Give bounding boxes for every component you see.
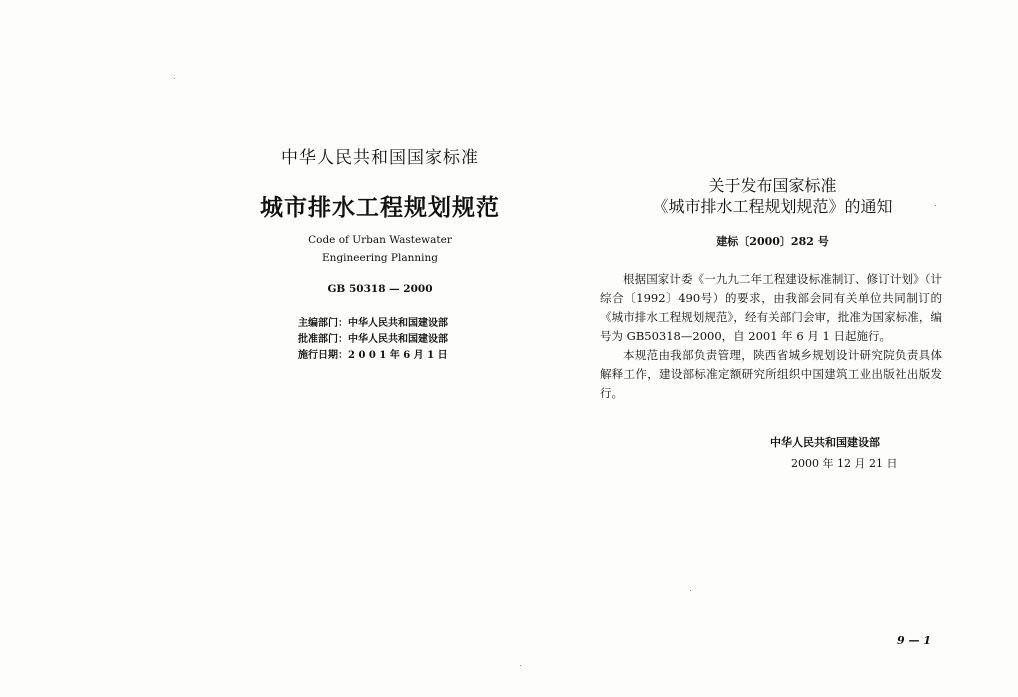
page-number: 9 — 1 <box>897 634 931 647</box>
notice-title-line2: 《城市排水工程规划规范》的通知 <box>652 197 893 216</box>
effective-date-line: 施行日期：2 0 0 1 年 6 月 1 日 <box>298 350 448 361</box>
scan-speck <box>690 590 691 591</box>
standard-code: GB 50318 — 2000 <box>327 283 433 295</box>
notice-body <box>600 270 942 403</box>
signature-date: 2000 年 12 月 21 日 <box>791 457 898 470</box>
standard-heading: 中华人民共和国国家标准 <box>281 148 479 168</box>
standard-title: 城市排水工程规划规范 <box>260 194 500 221</box>
scan-speck <box>935 205 936 206</box>
notice-title-line1: 关于发布国家标准 <box>708 176 837 195</box>
signature-organization: 中华人民共和国建设部 <box>770 436 880 449</box>
document-number: 建标〔2000〕282 号 <box>716 235 829 248</box>
approver-line: 批准部门：中华人民共和国建设部 <box>298 334 448 345</box>
notice-paragraph-1: 根据国家计委《一九九二年工程建设标准制订、修订计划》（计综合〔1992〕490号）的要求，由我部会同有关单位共同制订的《城市排水工程规划规范》，经有关部门会审，批准为国家标准，编号为 GB50318—2000，自 2001 年 6 月 1 日起施行。 <box>600 272 942 343</box>
scan-speck <box>520 665 521 666</box>
english-title-line2: Engineering Planning <box>322 252 438 264</box>
chief-editor-line: 主编部门：中华人民共和国建设部 <box>298 318 448 329</box>
english-title-line1: Code of Urban Wastewater <box>308 234 452 246</box>
scan-speck <box>174 78 175 79</box>
notice-paragraph-2: 本规范由我部负责管理，陕西省城乡规划设计研究院负责具体解释工作，建设部标准定额研究所组织中国建筑工业出版社出版发行。 <box>600 348 942 400</box>
